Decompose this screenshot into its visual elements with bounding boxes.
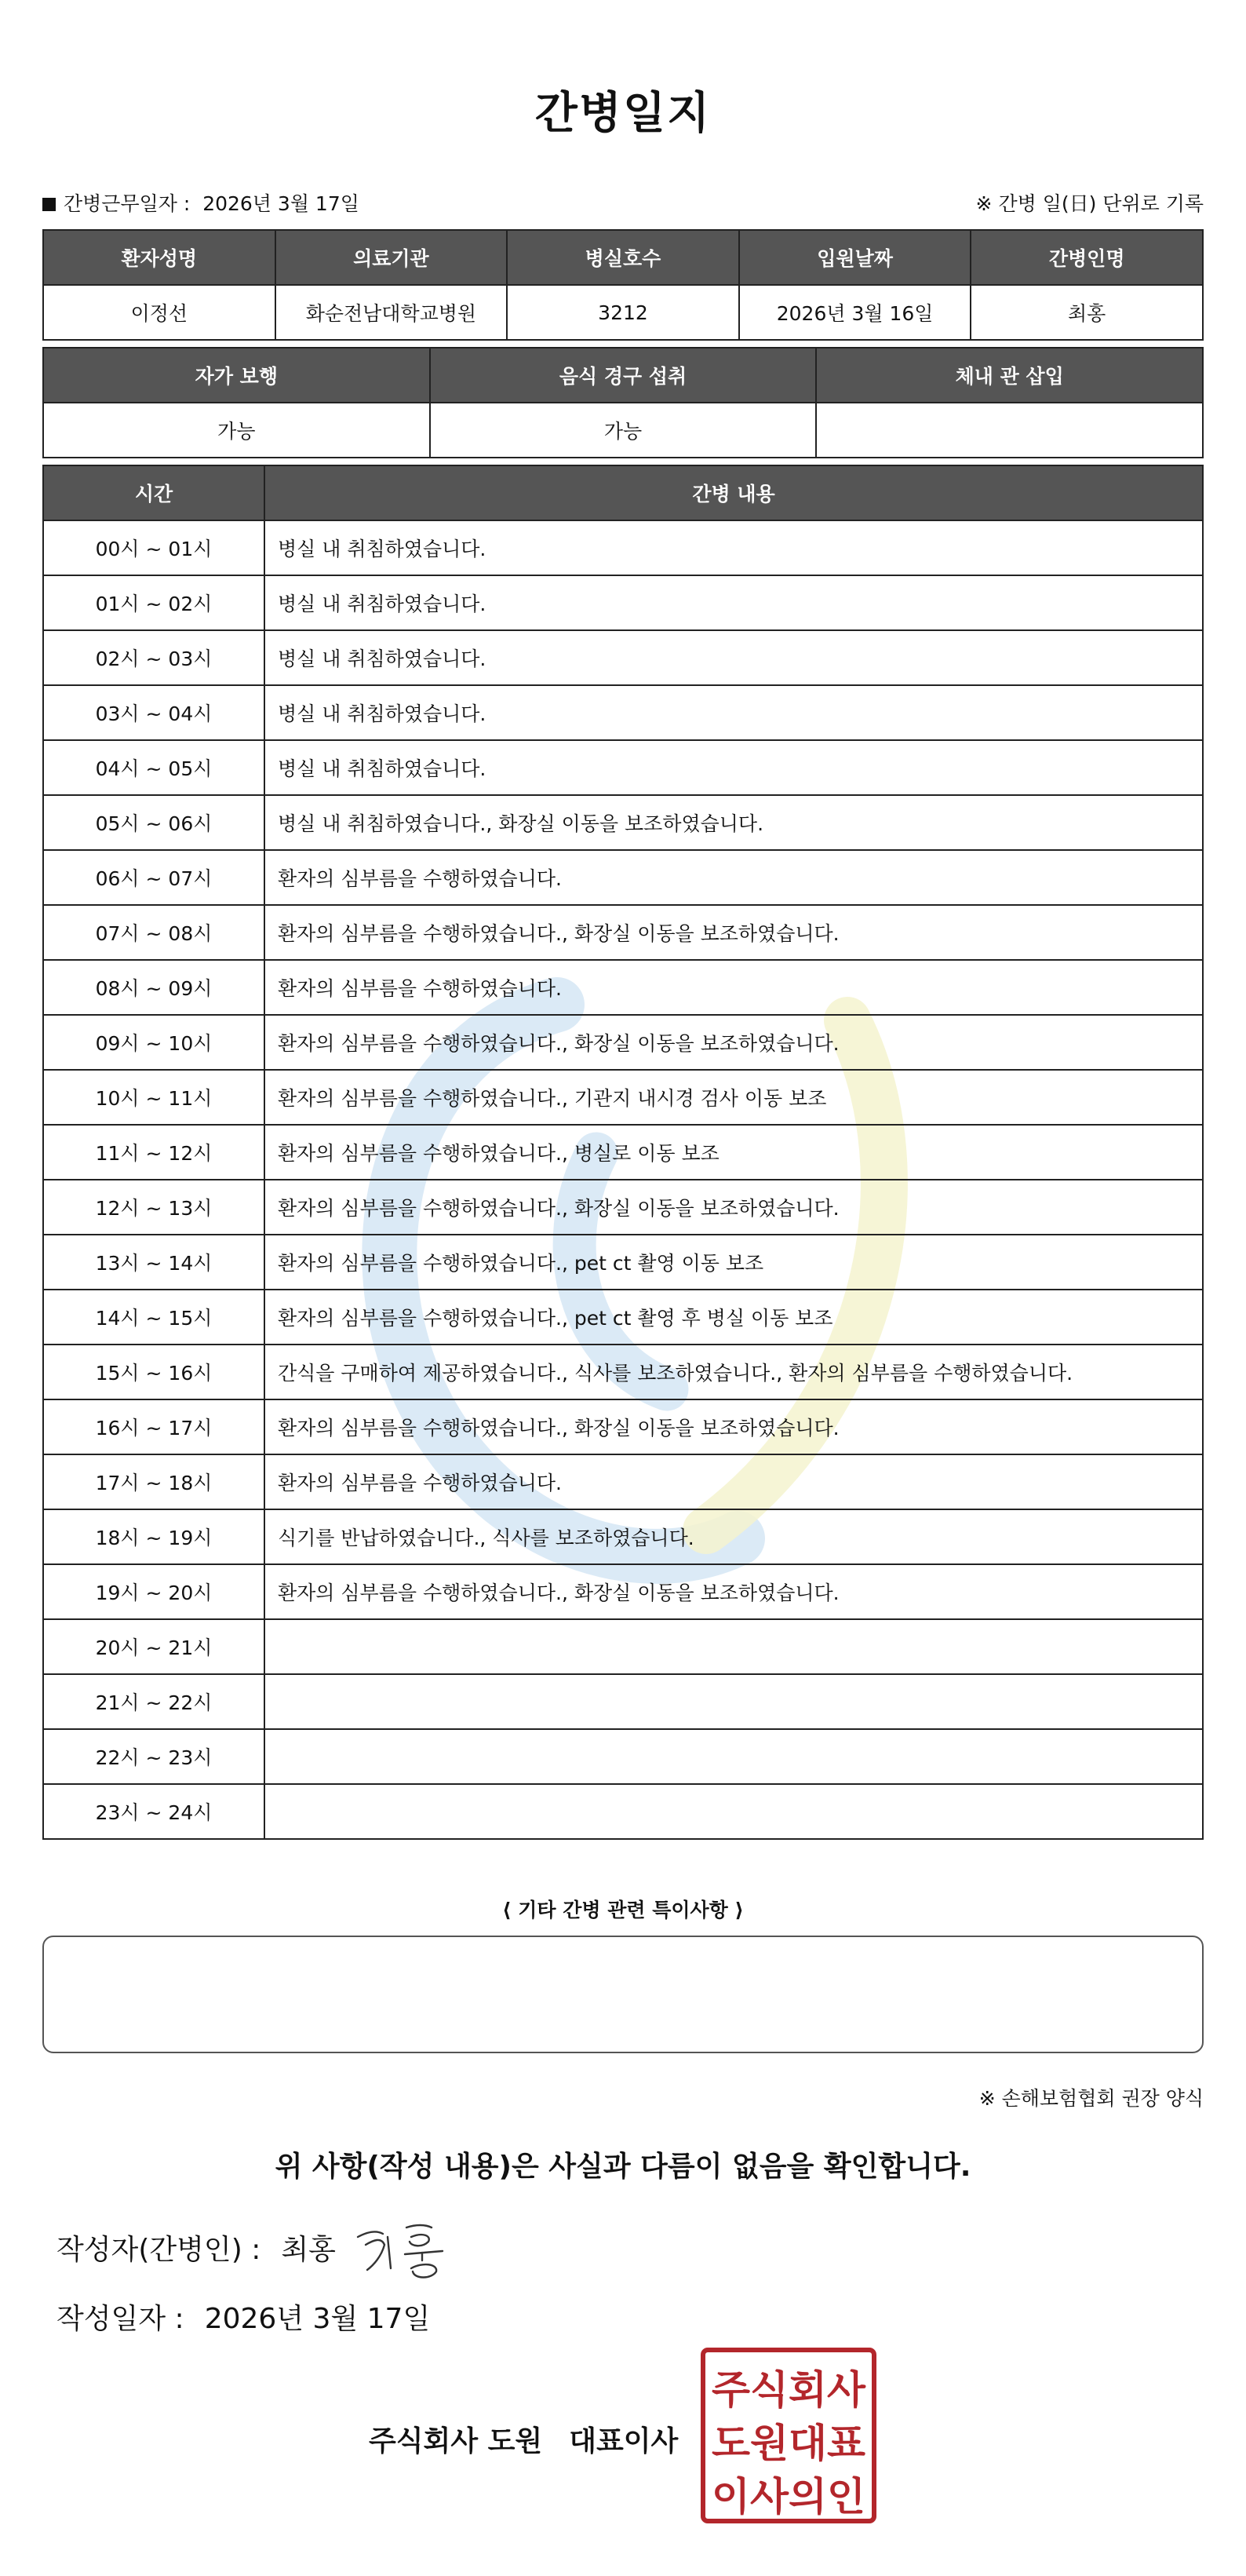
table-row: [43, 960, 1203, 1015]
tube-insertion-value: [816, 403, 1203, 458]
time-cell: 22시 ~ 23시: [43, 1729, 264, 1784]
care-content-cell: [264, 1674, 1203, 1729]
notes-box: [42, 1936, 1204, 2053]
care-content-cell: [264, 1784, 1203, 1839]
care-content-cell: [264, 1729, 1203, 1784]
care-content-cell: 병실 내 취침하였습니다.: [264, 685, 1203, 740]
table-row: [43, 1345, 1203, 1399]
square-bullet-icon: [42, 198, 56, 211]
table-row: [43, 1125, 1203, 1180]
patient-info-table: [42, 229, 1204, 341]
time-cell: 19시 ~ 20시: [43, 1564, 264, 1619]
time-cell: 03시 ~ 04시: [43, 685, 264, 740]
table-row: [43, 1399, 1203, 1454]
company-title: 대표이사: [569, 2425, 679, 2457]
page-title: 간병일지: [534, 88, 712, 139]
company-name: 주식회사 도원: [369, 2425, 543, 2457]
time-cell: 21시 ~ 22시: [43, 1674, 264, 1729]
time-cell: 13시 ~ 14시: [43, 1235, 264, 1290]
time-cell: 10시 ~ 11시: [43, 1070, 264, 1125]
care-content-cell: 환자의 심부름을 수행하였습니다., pet ct 촬영 후 병실 이동 보조: [264, 1290, 1203, 1345]
time-cell: 05시 ~ 06시: [43, 795, 264, 850]
table-row: [43, 520, 1203, 575]
time-cell: 20시 ~ 21시: [43, 1619, 264, 1674]
care-content-cell: 환자의 심부름을 수행하였습니다., 화장실 이동을 보조하였습니다.: [264, 1180, 1203, 1235]
table-row: [43, 850, 1203, 905]
care-content-cell: 환자의 심부름을 수행하였습니다., 기관지 내시경 검사 이동 보조: [264, 1070, 1203, 1125]
time-cell: 23시 ~ 24시: [43, 1784, 264, 1839]
table-row: [43, 1784, 1203, 1839]
time-cell: 12시 ~ 13시: [43, 1180, 264, 1235]
time-cell: 07시 ~ 08시: [43, 905, 264, 960]
table-row: [43, 795, 1203, 850]
notes-title: ⟨ 기타 간병 관련 특이사항 ⟩: [502, 1899, 744, 1921]
care-content-cell: 환자의 심부름을 수행하였습니다., 화장실 이동을 보조하였습니다.: [264, 1015, 1203, 1070]
table-row: [43, 1564, 1203, 1619]
handwritten-signature: [350, 2213, 468, 2284]
admission-date: 2026년 3월 16일: [739, 285, 971, 340]
care-content-cell: 간식을 구매하여 제공하였습니다., 식사를 보조하였습니다., 환자의 심부름을 수행하였습니다.: [264, 1345, 1203, 1399]
care-content-cell: 환자의 심부름을 수행하였습니다.: [264, 1454, 1203, 1509]
table-row: [43, 1290, 1203, 1345]
work-date-value: 2026년 3월 17일: [202, 192, 359, 215]
header-self-walking: 자가 보행: [43, 348, 430, 403]
table-row: [43, 1235, 1203, 1290]
writer-name: 최홍: [281, 2234, 336, 2266]
care-content-cell: 환자의 심부름을 수행하였습니다., pet ct 촬영 이동 보조: [264, 1235, 1203, 1290]
time-cell: 09시 ~ 10시: [43, 1015, 264, 1070]
care-content-cell: 환자의 심부름을 수행하였습니다., 병실로 이동 보조: [264, 1125, 1203, 1180]
room-number: 3212: [507, 285, 739, 340]
table-row: [43, 630, 1203, 685]
care-content-cell: 환자의 심부름을 수행하였습니다.: [264, 960, 1203, 1015]
table-row: [43, 575, 1203, 630]
oral-intake-value: 가능: [430, 403, 817, 458]
company-seal-stamp: [700, 2347, 877, 2524]
caregiver-name: 최홍: [971, 285, 1203, 340]
confirmation-statement: 위 사항(작성 내용)은 사실과 다름이 없음을 확인합니다.: [275, 2151, 971, 2183]
time-cell: 00시 ~ 01시: [43, 520, 264, 575]
time-cell: 18시 ~ 19시: [43, 1509, 264, 1564]
patient-name: 이정선: [43, 285, 275, 340]
care-log-table: [42, 465, 1204, 1840]
time-cell: 15시 ~ 16시: [43, 1345, 264, 1399]
care-content-cell: 병실 내 취침하였습니다.: [264, 575, 1203, 630]
recommend-note: ※ 손해보험협회 권장 양식: [978, 2087, 1204, 2110]
svg-text:주식회사: 주식회사: [712, 2367, 866, 2413]
care-content-cell: [264, 1619, 1203, 1674]
work-date: [42, 188, 359, 217]
care-content-cell: 병실 내 취침하였습니다.: [264, 520, 1203, 575]
care-content-cell: 환자의 심부름을 수행하였습니다., 화장실 이동을 보조하였습니다.: [264, 1564, 1203, 1619]
care-content-cell: 병실 내 취침하였습니다.: [264, 630, 1203, 685]
header-caregiver-name: 간병인명: [971, 230, 1203, 285]
meta-row: [42, 188, 1204, 220]
self-walking-value: 가능: [43, 403, 430, 458]
svg-text:도원대표: 도원대표: [712, 2421, 866, 2466]
table-row: [43, 740, 1203, 795]
hospital-name: 화순전남대학교병원: [275, 285, 508, 340]
svg-text:이사의인: 이사의인: [712, 2474, 865, 2519]
header-tube-insertion: 체내 관 삽입: [816, 348, 1203, 403]
time-cell: 16시 ~ 17시: [43, 1399, 264, 1454]
care-content-cell: 환자의 심부름을 수행하였습니다., 화장실 이동을 보조하였습니다.: [264, 1399, 1203, 1454]
care-content-cell: 식기를 반납하였습니다., 식사를 보조하였습니다.: [264, 1509, 1203, 1564]
work-date-label: 간병근무일자 :: [64, 192, 191, 215]
written-date-value: 2026년 3월 17일: [204, 2303, 431, 2335]
header-care-content: 간병 내용: [264, 465, 1203, 520]
care-content-cell: 병실 내 취침하였습니다., 화장실 이동을 보조하였습니다.: [264, 795, 1203, 850]
writer-line: [56, 2228, 336, 2268]
written-date-line: [56, 2297, 430, 2337]
table-row: [43, 905, 1203, 960]
care-content-cell: 환자의 심부름을 수행하였습니다., 화장실 이동을 보조하였습니다.: [264, 905, 1203, 960]
table-row: [43, 1729, 1203, 1784]
table-row: [43, 1180, 1203, 1235]
header-hospital: 의료기관: [275, 230, 508, 285]
time-cell: 08시 ~ 09시: [43, 960, 264, 1015]
written-date-label: 작성일자 :: [56, 2303, 184, 2335]
care-content-cell: 병실 내 취침하였습니다.: [264, 740, 1203, 795]
time-cell: 14시 ~ 15시: [43, 1290, 264, 1345]
company-line: [369, 2419, 678, 2459]
table-row: [43, 685, 1203, 740]
table-row: [43, 1070, 1203, 1125]
care-content-cell: 환자의 심부름을 수행하였습니다.: [264, 850, 1203, 905]
table-row: [43, 1015, 1203, 1070]
header-time: 시간: [43, 465, 264, 520]
table-row: [43, 1454, 1203, 1509]
unit-note: ※ 간병 일(日) 단위로 기록: [975, 192, 1204, 215]
table-row: [43, 1674, 1203, 1729]
time-cell: 04시 ~ 05시: [43, 740, 264, 795]
status-info-table: [42, 347, 1204, 458]
header-oral-intake: 음식 경구 섭취: [430, 348, 817, 403]
table-row: [43, 1509, 1203, 1564]
header-patient-name: 환자성명: [43, 230, 275, 285]
header-room-number: 병실호수: [507, 230, 739, 285]
time-cell: 17시 ~ 18시: [43, 1454, 264, 1509]
time-cell: 01시 ~ 02시: [43, 575, 264, 630]
time-cell: 06시 ~ 07시: [43, 850, 264, 905]
table-row: [43, 1619, 1203, 1674]
time-cell: 02시 ~ 03시: [43, 630, 264, 685]
writer-label: 작성자(간병인) :: [56, 2234, 261, 2266]
time-cell: 11시 ~ 12시: [43, 1125, 264, 1180]
header-admission-date: 입원날짜: [739, 230, 971, 285]
